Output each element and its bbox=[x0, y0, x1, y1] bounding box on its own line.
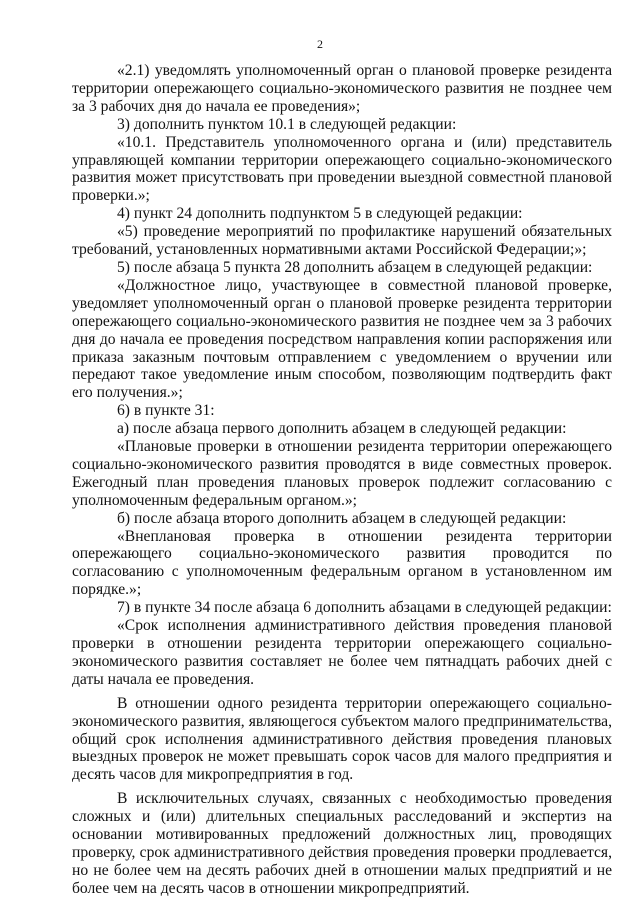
paragraph: «Должностное лицо, участвующее в совместной плановой проверке, уведомляет уполномоченный орган о плановой проверке резидента территории опережающего социально-экономического развития не позднее чем за 3 рабочих дня до начала ее проведения посредством направления копии распоряжения или приказа заказным почтовым отправлением с уведомлением о вручении или передают такое уведомление иным способом, позволяющим подтвердить факт его получения.»; bbox=[72, 276, 612, 402]
paragraph: В отношении одного резидента территории опережающего социально-экономического развития, являющегося субъектом малого предпринимательства, общий срок исполнения административного действия проведения плановых выездных проверок не может превышать сорок часов для малого предприятия и десять часов для микропредприятия в год. bbox=[72, 694, 612, 784]
paragraph: 4) пункт 24 дополнить подпунктом 5 в следующей редакции: bbox=[117, 205, 523, 223]
paragraph: «10.1. Представитель уполномоченного органа и (или) представитель управляющей компании территории опережающего социально-экономического развития может присутствовать при проведении выездной совместной плановой проверки.»; bbox=[72, 133, 612, 205]
paragraph: В исключительных случаях, связанных с необходимостью проведения сложных и (или) длительных специальных расследований и экспертиз на основании мотивированных предложений должностных лиц, проводящих проверку, срок административного действия проведения проверки продлевается, но не более чем на десять рабочих дней в отношении малых предприятий и не более чем на десять часов в отношении микропредприятий. bbox=[72, 790, 612, 897]
paragraph: «Срок исполнения административного действия проведения плановой проверки в отношении резидента территории опережающего социально-экономического развития составляет не более чем пятнадцать рабочих дней с даты начала ее проведения. bbox=[72, 617, 612, 688]
paragraph: 5) после абзаца 5 пункта 28 дополнить абзацем в следующей редакции: bbox=[117, 258, 593, 276]
paragraph: 3) дополнить пунктом 10.1 в следующей редакции: bbox=[117, 115, 457, 133]
paragraph: «5) проведение мероприятий по профилактике нарушений обязательных требований, установленных нормативными актами Российской Федерации;»; bbox=[72, 223, 612, 259]
paragraph: «2.1) уведомлять уполномоченный орган о плановой проверке резидента территории опережающего социально-экономического развития не позднее чем за 3 рабочих дня до начала ее проведения»; bbox=[72, 62, 612, 115]
page-number: 2 bbox=[317, 37, 323, 51]
paragraph: а) после абзаца первого дополнить абзацем в следующей редакции: bbox=[117, 420, 567, 438]
paragraph: б) после абзаца второго дополнить абзацем в следующей редакции: bbox=[117, 509, 567, 527]
paragraph: 7) в пункте 34 после абзаца 6 дополнить абзацами в следующей редакции: bbox=[117, 599, 612, 617]
paragraph: «Внеплановая проверка в отношении резидента территории опережающего социально-экономического развития проводится по согласованию с уполномоченным федеральным органом в установленном им порядке.»; bbox=[72, 527, 612, 599]
paragraph: «Плановые проверки в отношении резидента территории опережающего социально-экономического развития проводятся в виде совместных проверок. Ежегодный план проведения плановых проверок подлежит согласованию с уполномоченным федеральным органом.»; bbox=[72, 438, 612, 509]
document-body bbox=[72, 62, 612, 898]
paragraph: 6) в пункте 31: bbox=[117, 402, 215, 420]
